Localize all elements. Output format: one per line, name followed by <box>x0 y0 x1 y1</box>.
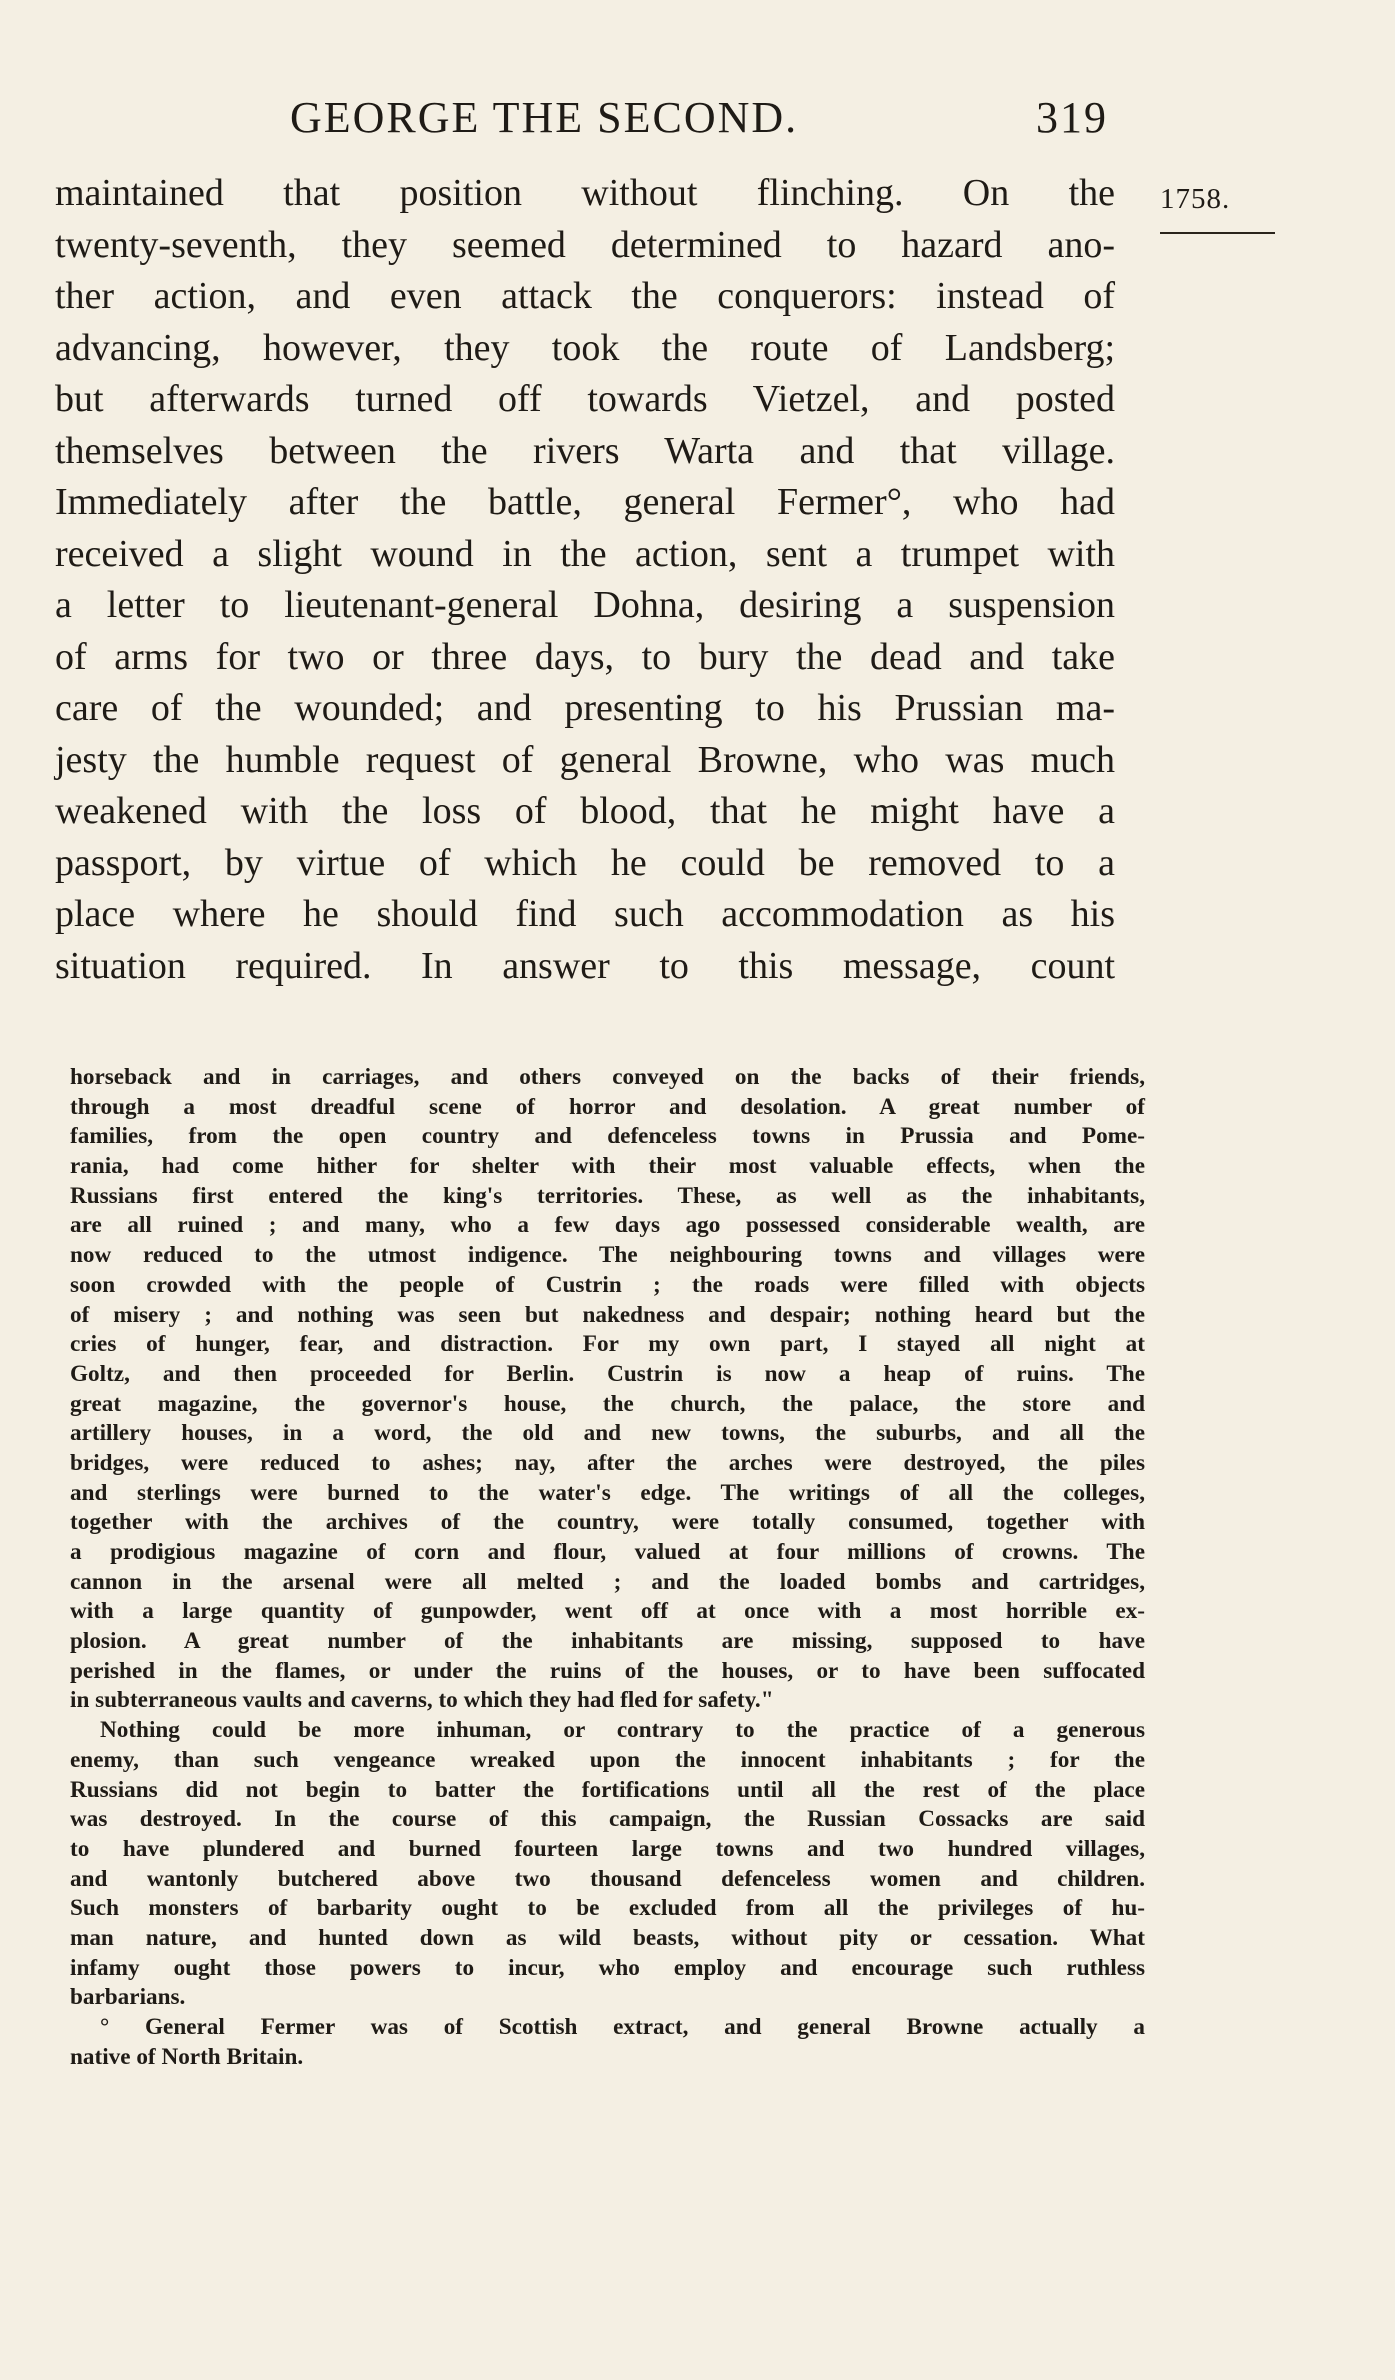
footnote-line: are all ruined ; and many, who a few days ago possessed considerable wealth, are <box>70 1212 1145 1239</box>
footnote-line: bridges, were reduced to ashes; nay, after the arches were destroyed, the piles <box>70 1449 1145 1476</box>
body-line: jesty the humble request of general Browne, who was much <box>55 738 1115 781</box>
footnote-line: plosion. A great number of the inhabitants are missing, supposed to have <box>70 1628 1145 1655</box>
body-line: situation required. In answer to this message, count <box>55 944 1115 987</box>
footnote-line: enemy, than such vengeance wreaked upon the innocent inhabitants ; for the <box>70 1746 1145 1773</box>
body-line: weakened with the loss of blood, that he might have a <box>55 790 1115 832</box>
footnote-line: Nothing could be more inhuman, or contrary to the practice of a generous <box>100 1717 1145 1744</box>
body-line: place where he should find such accommodation as his <box>55 893 1115 935</box>
footnote-line: perished in the flames, or under the ruins of the houses, or to have been suffocated <box>70 1657 1145 1684</box>
body-line: passport, by virtue of which he could be removed to a <box>55 841 1115 884</box>
footnote-line: rania, had come hither for shelter with their most valuable effects, when the <box>70 1153 1145 1180</box>
footnotes <box>70 1063 1145 2072</box>
page-number: 319 <box>1036 93 1108 142</box>
body-line: but afterwards turned off towards Vietzel, and posted <box>55 378 1115 420</box>
body-line: a letter to lieutenant-general Dohna, desiring a suspension <box>55 584 1115 626</box>
footnote-line: Such monsters of barbarity ought to be excluded from all the privileges of hu- <box>70 1895 1145 1922</box>
body-line: Immediately after the battle, general Fermer°, who had <box>55 481 1115 523</box>
footnote-line: families, from the open country and defenceless towns in Prussia and Pome- <box>70 1123 1145 1150</box>
footnote-line: ° General Fermer was of Scottish extract, and general Browne actually a <box>100 2014 1145 2040</box>
body-line: ther action, and even attack the conquerors: instead of <box>55 275 1115 317</box>
footnote-line: now reduced to the utmost indigence. The neighbouring towns and villages were <box>70 1242 1145 1269</box>
footnote-line: soon crowded with the people of Custrin ; the roads were filled with objects <box>70 1271 1145 1298</box>
body-line: twenty-seventh, they seemed determined to hazard ano- <box>55 223 1115 266</box>
running-head-title: GEORGE THE SECOND. <box>290 93 799 142</box>
footnote-line: together with the archives of the country, were totally consumed, together with <box>70 1509 1145 1536</box>
footnote-line: of misery ; and nothing was seen but nakedness and despair; nothing heard but the <box>70 1301 1145 1328</box>
footnote-line: native of North Britain. <box>70 2043 304 2070</box>
margin-year-note: 1758. <box>1160 183 1231 215</box>
footnote-line: with a large quantity of gunpowder, went off at once with a most horrible ex- <box>70 1598 1145 1625</box>
footnote-line: Russians first entered the king's territories. These, as well as the inhabitants, <box>70 1182 1145 1209</box>
footnote-line: Goltz, and then proceeded for Berlin. Custrin is now a heap of ruins. The <box>70 1360 1145 1387</box>
body-line: themselves between the rivers Warta and that village. <box>55 429 1115 472</box>
footnote-line: cannon in the arsenal were all melted ; and the loaded bombs and cartridges, <box>70 1568 1145 1595</box>
footnote-line: cries of hunger, fear, and distraction. For my own part, I stayed all night at <box>70 1331 1145 1358</box>
footnote-line: infamy ought those powers to incur, who employ and encourage such ruthless <box>70 1954 1145 1981</box>
footnote-line: horseback and in carriages, and others conveyed on the backs of their friends, <box>70 1064 1145 1090</box>
body-line: of arms for two or three days, to bury the dead and take <box>55 635 1115 678</box>
footnote-line: and sterlings were burned to the water's edge. The writings of all the colleges, <box>70 1479 1145 1506</box>
body-line: received a slight wound in the action, sent a trumpet with <box>55 532 1115 575</box>
footnote-line: man nature, and hunted down as wild beasts, without pity or cessation. What <box>70 1924 1145 1951</box>
footnote-line: to have plundered and burned fourteen large towns and two hundred villages, <box>70 1835 1145 1862</box>
body-line: care of the wounded; and presenting to his Prussian ma- <box>55 687 1115 729</box>
footnote-line: Russians did not begin to batter the fortifications until all the rest of the place <box>70 1776 1145 1803</box>
body-line: advancing, however, they took the route of Landsberg; <box>55 326 1115 369</box>
footnote-line: in subterraneous vaults and caverns, to which they had fled for safety." <box>70 1687 774 1714</box>
footnote-line: through a most dreadful scene of horror and desolation. A great number of <box>70 1093 1145 1120</box>
footnote-line: artillery houses, in a word, the old and new towns, the suburbs, and all the <box>70 1420 1145 1447</box>
footnote-line: and wantonly butchered above two thousand defenceless women and children. <box>70 1865 1145 1892</box>
footnote-line: was destroyed. In the course of this campaign, the Russian Cossacks are said <box>70 1806 1145 1833</box>
footnote-line: barbarians. <box>70 1984 186 2011</box>
margin-rule <box>1160 232 1275 234</box>
footnote-line: a prodigious magazine of corn and flour, valued at four millions of crowns. The <box>70 1539 1145 1565</box>
main-text <box>55 168 1115 992</box>
footnote-line: great magazine, the governor's house, the church, the palace, the store and <box>70 1390 1145 1417</box>
body-line: maintained that position without flinching. On the <box>55 172 1115 214</box>
